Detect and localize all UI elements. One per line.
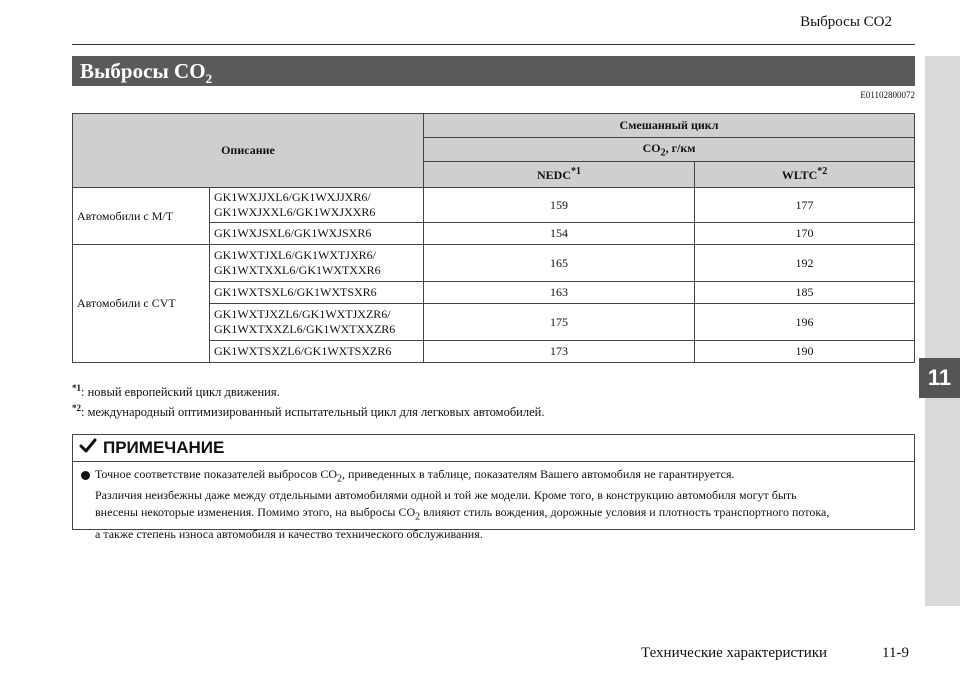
- nedc-value: 159: [424, 188, 695, 223]
- page-header-title: Выбросы CO2: [800, 14, 892, 30]
- note-paragraph-2-line-1: Различия неизбежны даже между отдельными автомобилями одной и той же модели. Кроме того, в конструкцию автомобиля могут быть: [95, 488, 797, 503]
- footnote-1: $^{*1}$: новый европейский цикл движения.: [72, 383, 280, 400]
- model-cell: GK1WXJJXL6/GK1WXJJXR6/ GK1WXJXXL6/GK1WXJXXR6: [210, 188, 424, 223]
- note-paragraph-2-line-2: внесены некоторые изменения. Помимо этого, на выбросы $CO_2$ влияют стиль вождения, дорожные условия и плотность транспортного потока,: [95, 505, 830, 523]
- nedc-value: 175: [424, 304, 695, 341]
- chapter-tab: 11: [919, 358, 960, 398]
- note-body: [73, 462, 914, 543]
- footer-chapter: Технические характеристики: [641, 645, 828, 661]
- mixed-cycle-header: Смешанный цикл: [424, 114, 915, 138]
- nedc-value: 154: [424, 223, 695, 245]
- wltc-value: 192: [695, 245, 915, 282]
- model-cell: GK1WXTJXZL6/GK1WXTJXZR6/ GK1WXTXXZL6/GK1WXTXXZR6: [210, 304, 424, 341]
- wltc-header: WLTC$^{*2}$: [695, 162, 915, 188]
- note-box: [72, 434, 915, 541]
- footnote-2: $^{*2}$: международный оптимизированный испытательный цикл для легковых автомобилей.: [72, 403, 545, 420]
- group-label: Автомобили с M/T: [73, 188, 210, 245]
- table-row: [73, 245, 915, 282]
- wltc-value: 177: [695, 188, 915, 223]
- page-number: 11-9: [882, 645, 909, 661]
- model-cell: GK1WXJSXL6/GK1WXJSXR6: [210, 223, 424, 245]
- wltc-value: 170: [695, 223, 915, 245]
- note-title: ПРИМЕЧАНИЕ: [103, 438, 225, 457]
- wltc-value: 190: [695, 341, 915, 363]
- description-header: Описание: [73, 114, 424, 188]
- wltc-value: 196: [695, 304, 915, 341]
- note-paragraph-2-line-3: а также степень износа автомобиля и качество технического обслуживания.: [95, 526, 483, 541]
- nedc-value: 173: [424, 341, 695, 363]
- nedc-header: NEDC$^{*1}$: [424, 162, 695, 188]
- header-divider: [72, 44, 915, 45]
- wltc-value: 185: [695, 282, 915, 304]
- note-paragraph-1: Точное соответствие показателей выбросов $CO_2$, приведенных в таблице, показателям Вашего автомобиля не гарантируется.: [81, 466, 906, 487]
- section-title-main: Выбросы CO: [80, 59, 206, 83]
- co2-unit-header: $CO_2$, г/км: [424, 138, 915, 162]
- table-row: [73, 188, 915, 223]
- note-header: [73, 435, 914, 462]
- section-title-sub: 2: [205, 71, 213, 87]
- chapter-side-strip: [925, 56, 960, 606]
- document-code: E01102800072: [860, 90, 915, 100]
- nedc-value: 165: [424, 245, 695, 282]
- section-title: [72, 56, 915, 86]
- co2-emissions-table: [72, 113, 915, 363]
- model-cell: GK1WXTSXZL6/GK1WXTSXZR6: [210, 341, 424, 363]
- group-label: Автомобили с CVT: [73, 245, 210, 363]
- model-cell: GK1WXTJXL6/GK1WXTJXR6/ GK1WXTXXL6/GK1WXTXXR6: [210, 245, 424, 282]
- bullet-icon: [81, 471, 90, 480]
- nedc-value: 163: [424, 282, 695, 304]
- model-cell: GK1WXTSXL6/GK1WXTSXR6: [210, 282, 424, 304]
- checkmark-icon: [79, 438, 97, 459]
